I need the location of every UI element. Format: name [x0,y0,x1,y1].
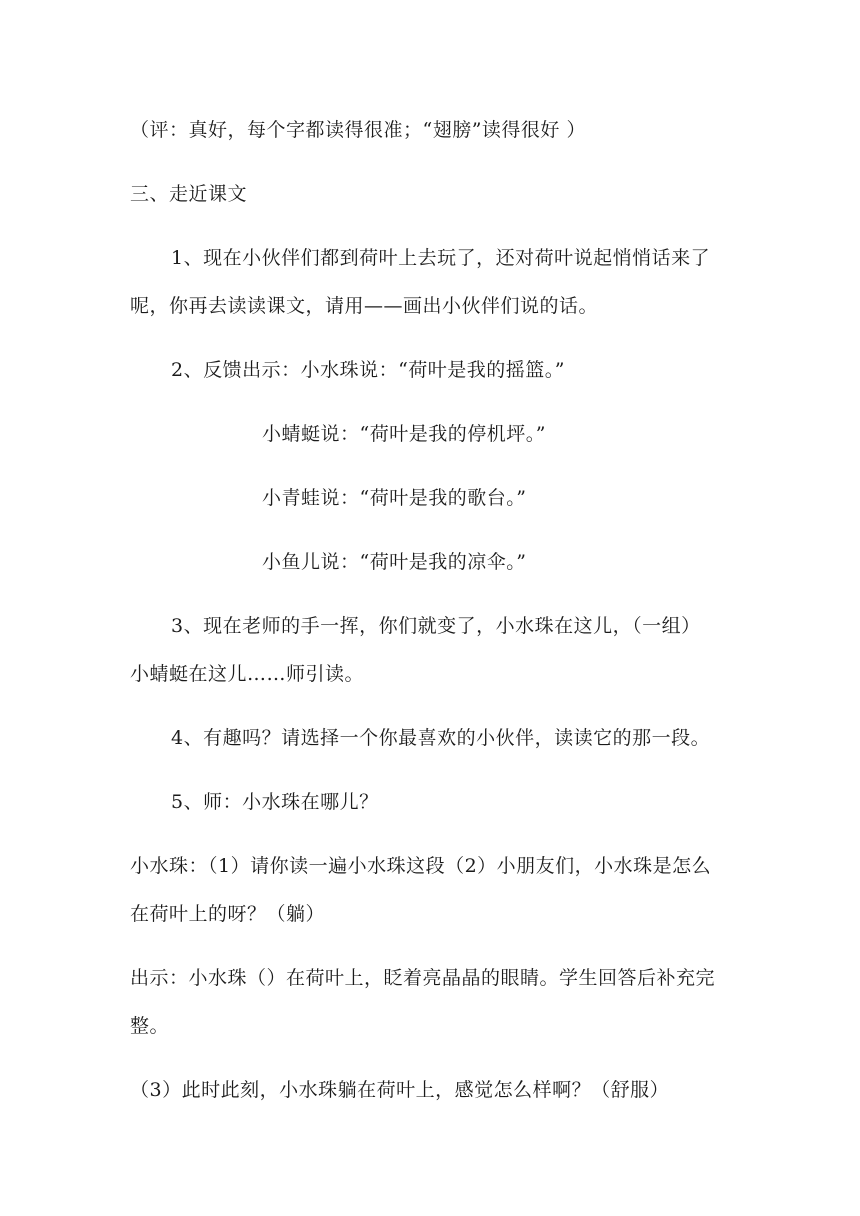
fish-quote: 小鱼儿说：“荷叶是我的凉伞。” [262,551,527,573]
water-drop-line-1: 小水珠：（1）请你读一遍小水珠这段（2）小朋友们，小水珠是怎么 [130,855,712,877]
step-5-line: 5、师：小水珠在哪儿？ [171,791,379,813]
step-1-line-2: 呢，你再去读读课文，请用——画出小伙伴们说的话。 [130,295,599,317]
frog-quote: 小青蛙说：“荷叶是我的歌台。” [262,487,527,509]
display-line-1: 出示：小水珠（）在荷叶上，眨着亮晶晶的眼睛。学生回答后补充完 [130,967,716,989]
evaluation-line: （评：真好，每个字都读得很准；“翅膀”读得很好 ） [130,119,586,141]
step-2-line: 2、反馈出示：小水珠说：“荷叶是我的摇篮。” [171,359,566,381]
display-line-2: 整。 [130,1015,170,1037]
dragonfly-quote: 小蜻蜓说：“荷叶是我的停机坪。” [262,423,546,445]
step-3-line-1: 3、现在老师的手一挥，你们就变了，小水珠在这儿，（一组） [171,615,701,637]
step-3-line-2: 小蜻蜓在这儿……师引读。 [130,663,365,685]
section-heading: 三、走近课文 [130,183,248,205]
water-drop-line-2: 在荷叶上的呀？（躺） [130,903,326,925]
question-3-line: （3）此时此刻，小水珠躺在荷叶上，感觉怎么样啊？（舒服） [130,1079,670,1101]
step-4-line: 4、有趣吗？请选择一个你最喜欢的小伙伴，读读它的那一段。 [171,727,711,749]
step-1-line-1: 1、现在小伙伴们都到荷叶上去玩了，还对荷叶说起悄悄话来了 [171,247,711,269]
